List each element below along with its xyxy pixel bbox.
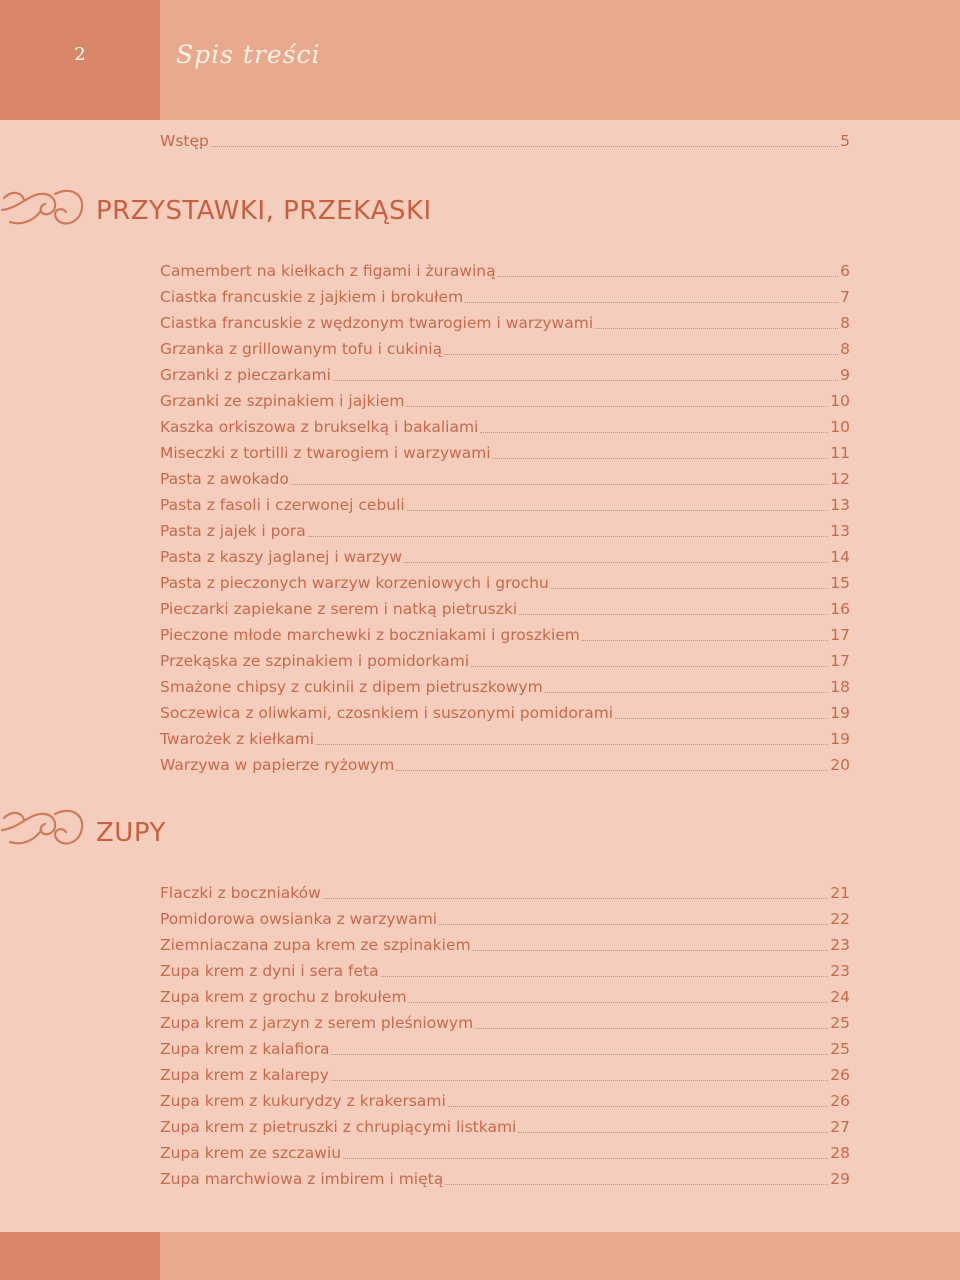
toc-page: 9	[840, 366, 850, 384]
toc-page: 5	[840, 132, 850, 150]
toc-leader	[404, 561, 828, 563]
toc-row[interactable]	[160, 568, 850, 594]
toc-leader	[308, 535, 828, 537]
toc-leader	[518, 1131, 828, 1133]
toc-page: 8	[840, 340, 850, 358]
toc-page: 16	[830, 600, 850, 618]
toc-title: Grzanki ze szpinakiem i jajkiem	[160, 392, 405, 410]
toc-leader	[407, 509, 829, 511]
toc-page: 28	[830, 1144, 850, 1162]
toc-title: Zupa krem z kalarepy	[160, 1066, 329, 1084]
toc-page: 25	[830, 1040, 850, 1058]
toc-title: Soczewica z oliwkami, czosnkiem i suszonymi pomidorami	[160, 704, 614, 722]
toc-row[interactable]	[160, 360, 850, 386]
toc-page: 20	[830, 756, 850, 774]
toc-row[interactable]	[160, 256, 850, 282]
toc-page: 11	[830, 444, 850, 462]
section-heading-soups: ZUPY	[96, 818, 166, 848]
toc-page: 29	[830, 1170, 850, 1188]
toc-title: Wstęp	[160, 132, 209, 150]
toc-row[interactable]	[160, 698, 850, 724]
toc-leader	[498, 275, 839, 277]
toc-title: Zupa krem z kalafiora	[160, 1040, 330, 1058]
toc-leader	[445, 1183, 828, 1185]
toc-leader	[465, 301, 838, 303]
toc-leader	[331, 1053, 828, 1055]
toc-leader	[545, 691, 829, 693]
toc-page: 23	[830, 936, 850, 954]
toc-row[interactable]	[160, 878, 850, 904]
toc-row[interactable]	[160, 594, 850, 620]
toc-title: Twarożek z kiełkami	[160, 730, 315, 748]
toc-leader	[343, 1157, 828, 1159]
toc-title: Ciastka francuskie z wędzonym twarogiem i warzywami	[160, 314, 594, 332]
toc-page: 19	[830, 704, 850, 722]
toc-page: 12	[830, 470, 850, 488]
toc-row[interactable]	[160, 542, 850, 568]
toc-row[interactable]	[160, 982, 850, 1008]
toc-page: 18	[830, 678, 850, 696]
toc-page: 22	[830, 910, 850, 928]
toc-page: 14	[830, 548, 850, 566]
toc-title: Grzanki z pieczarkami	[160, 366, 331, 384]
toc-leader	[333, 379, 838, 381]
toc-title: Pasta z kaszy jaglanej i warzyw	[160, 548, 403, 566]
toc-page: 26	[830, 1066, 850, 1084]
toc-row[interactable]	[160, 1112, 850, 1138]
toc-row[interactable]	[160, 750, 850, 776]
toc-title: Zupa krem ze szczawiu	[160, 1144, 342, 1162]
toc-title: Kaszka orkiszowa z brukselką i bakaliami	[160, 418, 479, 436]
toc-row[interactable]	[160, 646, 850, 672]
toc-page: 6	[840, 262, 850, 280]
toc-row[interactable]	[160, 1034, 850, 1060]
toc-leader	[493, 457, 829, 459]
toc-row[interactable]	[160, 956, 850, 982]
toc-title: Pasta z pieczonych warzyw korzeniowych i grochu	[160, 574, 549, 592]
toc-leader	[473, 949, 829, 951]
toc-title: Pasta z awokado	[160, 470, 289, 488]
toc-leader	[211, 145, 838, 147]
toc-leader	[439, 923, 828, 925]
toc-page: 24	[830, 988, 850, 1006]
toc-leader	[471, 665, 828, 667]
toc-leader	[475, 1027, 828, 1029]
toc-title: Grzanka z grillowanym tofu i cukinią	[160, 340, 443, 358]
toc-title: Zupa krem z dyni i sera feta	[160, 962, 379, 980]
toc-page: 7	[840, 288, 850, 306]
toc-title: Zupa marchwiowa z imbirem i miętą	[160, 1170, 444, 1188]
toc-title: Zupa krem z grochu z brokułem	[160, 988, 407, 1006]
toc-row[interactable]	[160, 1008, 850, 1034]
toc-row[interactable]	[160, 1138, 850, 1164]
toc-leader	[316, 743, 828, 745]
section-heading-starters: PRZYSTAWKI, PRZEKĄSKI	[96, 196, 432, 226]
toc-page: 25	[830, 1014, 850, 1032]
toc-leader	[615, 717, 828, 719]
toc-title: Warzywa w papierze ryżowym	[160, 756, 395, 774]
toc-row[interactable]	[160, 334, 850, 360]
toc-leader	[582, 639, 828, 641]
toc-page: 15	[830, 574, 850, 592]
toc-leader	[444, 353, 838, 355]
toc-title: Flaczki z boczniaków	[160, 884, 321, 902]
toc-page: 27	[830, 1118, 850, 1136]
toc-row[interactable]	[160, 308, 850, 334]
toc-row[interactable]	[160, 386, 850, 412]
toc-row[interactable]	[160, 412, 850, 438]
toc-title: Zupa krem z jarzyn z serem pleśniowym	[160, 1014, 474, 1032]
toc-page: 17	[830, 652, 850, 670]
toc-title: Przekąska ze szpinakiem i pomidorkami	[160, 652, 470, 670]
page-number-box	[0, 0, 160, 120]
toc-row[interactable]	[160, 438, 850, 464]
toc-row[interactable]	[160, 1086, 850, 1112]
toc-leader	[396, 769, 828, 771]
toc-leader	[480, 431, 828, 433]
toc-title: Zupa krem z pietruszki z chrupiącymi listkami	[160, 1118, 517, 1136]
toc-leader	[291, 483, 828, 485]
toc-row[interactable]	[160, 1060, 850, 1086]
page-number: 2	[74, 44, 86, 65]
toc-leader	[551, 587, 828, 589]
toc-leader	[595, 327, 838, 329]
toc-page: 23	[830, 962, 850, 980]
toc-leader	[331, 1079, 828, 1081]
toc-row[interactable]	[160, 930, 850, 956]
swirl-ornament-icon	[0, 800, 90, 860]
toc-row[interactable]	[160, 904, 850, 930]
toc-title: Camembert na kiełkach z figami i żurawiną	[160, 262, 496, 280]
toc-leader	[323, 897, 828, 899]
toc-page: 8	[840, 314, 850, 332]
toc-title: Pasta z fasoli i czerwonej cebuli	[160, 496, 405, 514]
toc-page: 19	[830, 730, 850, 748]
toc-page: 13	[830, 496, 850, 514]
toc-title: Pasta z jajek i pora	[160, 522, 306, 540]
toc-leader	[409, 1001, 829, 1003]
toc-page: 17	[830, 626, 850, 644]
toc-page: 10	[830, 392, 850, 410]
page-title: Spis treści	[176, 40, 321, 69]
toc-row[interactable]	[160, 620, 850, 646]
toc-title: Ciastka francuskie z jajkiem i brokułem	[160, 288, 464, 306]
toc-title: Smażone chipsy z cukinii z dipem pietruszkowym	[160, 678, 543, 696]
footer-corner	[0, 1232, 160, 1280]
toc-leader	[448, 1105, 828, 1107]
footer-bar	[0, 1232, 960, 1280]
swirl-ornament-icon	[0, 180, 90, 240]
toc-row-intro[interactable]	[160, 126, 850, 152]
toc-leader	[406, 405, 828, 407]
toc-title: Zupa krem z kukurydzy z krakersami	[160, 1092, 446, 1110]
toc-row[interactable]	[160, 724, 850, 750]
toc-row[interactable]	[160, 490, 850, 516]
toc-row[interactable]	[160, 1164, 850, 1190]
toc-leader	[381, 975, 829, 977]
toc-page: 13	[830, 522, 850, 540]
toc-page: 21	[830, 884, 850, 902]
toc-row[interactable]	[160, 282, 850, 308]
toc-page: 10	[830, 418, 850, 436]
toc-leader	[519, 613, 828, 615]
toc-title: Pomidorowa owsianka z warzywami	[160, 910, 438, 928]
toc-title: Ziemniaczana zupa krem ze szpinakiem	[160, 936, 471, 954]
toc-title: Miseczki z tortilli z twarogiem i warzywami	[160, 444, 491, 462]
toc-row[interactable]	[160, 464, 850, 490]
toc-page: 26	[830, 1092, 850, 1110]
toc-row[interactable]	[160, 672, 850, 698]
toc-row[interactable]	[160, 516, 850, 542]
toc-title: Pieczarki zapiekane z serem i natką pietruszki	[160, 600, 518, 618]
toc-title: Pieczone młode marchewki z boczniakami i groszkiem	[160, 626, 580, 644]
